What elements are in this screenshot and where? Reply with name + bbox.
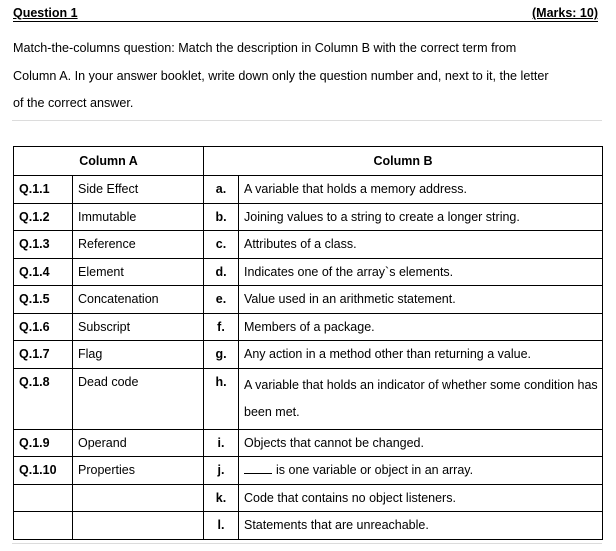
question-number: Q.1.4	[14, 258, 73, 286]
column-b-letter: b.	[204, 203, 239, 231]
instructions-line: of the correct answer.	[13, 96, 134, 110]
column-b-letter: j.	[204, 457, 239, 485]
question-header	[13, 7, 598, 22]
column-b-header: Column B	[204, 147, 603, 176]
question-title: Question 1	[13, 6, 78, 20]
column-b-description: A variable that holds an indicator of whether some condition has been met.	[239, 368, 603, 429]
column-a-term: Immutable	[73, 203, 204, 231]
column-b-description: Code that contains no object listeners.	[239, 484, 603, 512]
table-row	[14, 231, 603, 259]
column-a-header: Column A	[14, 147, 204, 176]
column-a-term: Operand	[73, 429, 204, 457]
question-number: Q.1.10	[14, 457, 73, 485]
answer-blank	[244, 464, 272, 474]
column-a-term: Concatenation	[73, 286, 204, 314]
column-b-description: Attributes of a class.	[239, 231, 603, 259]
column-a-term: Flag	[73, 341, 204, 369]
marks-label: (Marks: 10)	[532, 6, 598, 20]
table-row	[14, 203, 603, 231]
column-b-description: Any action in a method other than returning a value.	[239, 341, 603, 369]
column-b-description: Statements that are unreachable.	[239, 512, 603, 540]
column-b-letter: c.	[204, 231, 239, 259]
question-number	[14, 484, 73, 512]
column-b-description: Objects that cannot be changed.	[239, 429, 603, 457]
column-b-letter: e.	[204, 286, 239, 314]
table-row	[14, 313, 603, 341]
table-row	[14, 484, 603, 512]
column-a-term: Element	[73, 258, 204, 286]
question-number: Q.1.8	[14, 368, 73, 429]
table-row	[14, 341, 603, 369]
table-row	[14, 512, 603, 540]
column-b-description: A variable that holds a memory address.	[239, 176, 603, 204]
table-row	[14, 258, 603, 286]
column-b-letter: i.	[204, 429, 239, 457]
question-number: Q.1.5	[14, 286, 73, 314]
question-number: Q.1.6	[14, 313, 73, 341]
column-a-term	[73, 484, 204, 512]
question-number	[14, 512, 73, 540]
column-b-letter: k.	[204, 484, 239, 512]
column-b-letter: l.	[204, 512, 239, 540]
table-row	[14, 286, 603, 314]
question-number: Q.1.2	[14, 203, 73, 231]
question-number: Q.1.7	[14, 341, 73, 369]
column-b-letter: g.	[204, 341, 239, 369]
column-a-term: Subscript	[73, 313, 204, 341]
column-b-description: Joining values to a string to create a longer string.	[239, 203, 603, 231]
divider	[12, 543, 602, 544]
question-number: Q.1.1	[14, 176, 73, 204]
table-row	[14, 176, 603, 204]
instructions	[13, 35, 605, 118]
column-b-letter: a.	[204, 176, 239, 204]
column-a-term: Reference	[73, 231, 204, 259]
column-b-letter: d.	[204, 258, 239, 286]
instructions-line: Column A. In your answer booklet, write down only the question number and, next to it, the letter	[13, 68, 549, 83]
question-number: Q.1.9	[14, 429, 73, 457]
match-columns-table	[13, 146, 603, 540]
column-b-description: Members of a package.	[239, 313, 603, 341]
column-b-letter: f.	[204, 313, 239, 341]
column-a-term: Side Effect	[73, 176, 204, 204]
column-a-term: Properties	[73, 457, 204, 485]
divider	[12, 120, 602, 121]
column-a-term	[73, 512, 204, 540]
table-row	[14, 429, 603, 457]
column-a-term: Dead code	[73, 368, 204, 429]
instructions-line: Match-the-columns question: Match the description in Column B with the correct term from	[13, 41, 517, 55]
column-b-letter: h.	[204, 368, 239, 429]
table-row	[14, 368, 603, 429]
table-row	[14, 457, 603, 485]
table-header-row	[14, 147, 603, 176]
question-number: Q.1.3	[14, 231, 73, 259]
column-b-description: Value used in an arithmetic statement.	[239, 286, 603, 314]
column-b-description: Indicates one of the array`s elements.	[239, 258, 603, 286]
description-text: is one variable or object in an array.	[276, 463, 474, 478]
column-b-description	[239, 457, 603, 485]
